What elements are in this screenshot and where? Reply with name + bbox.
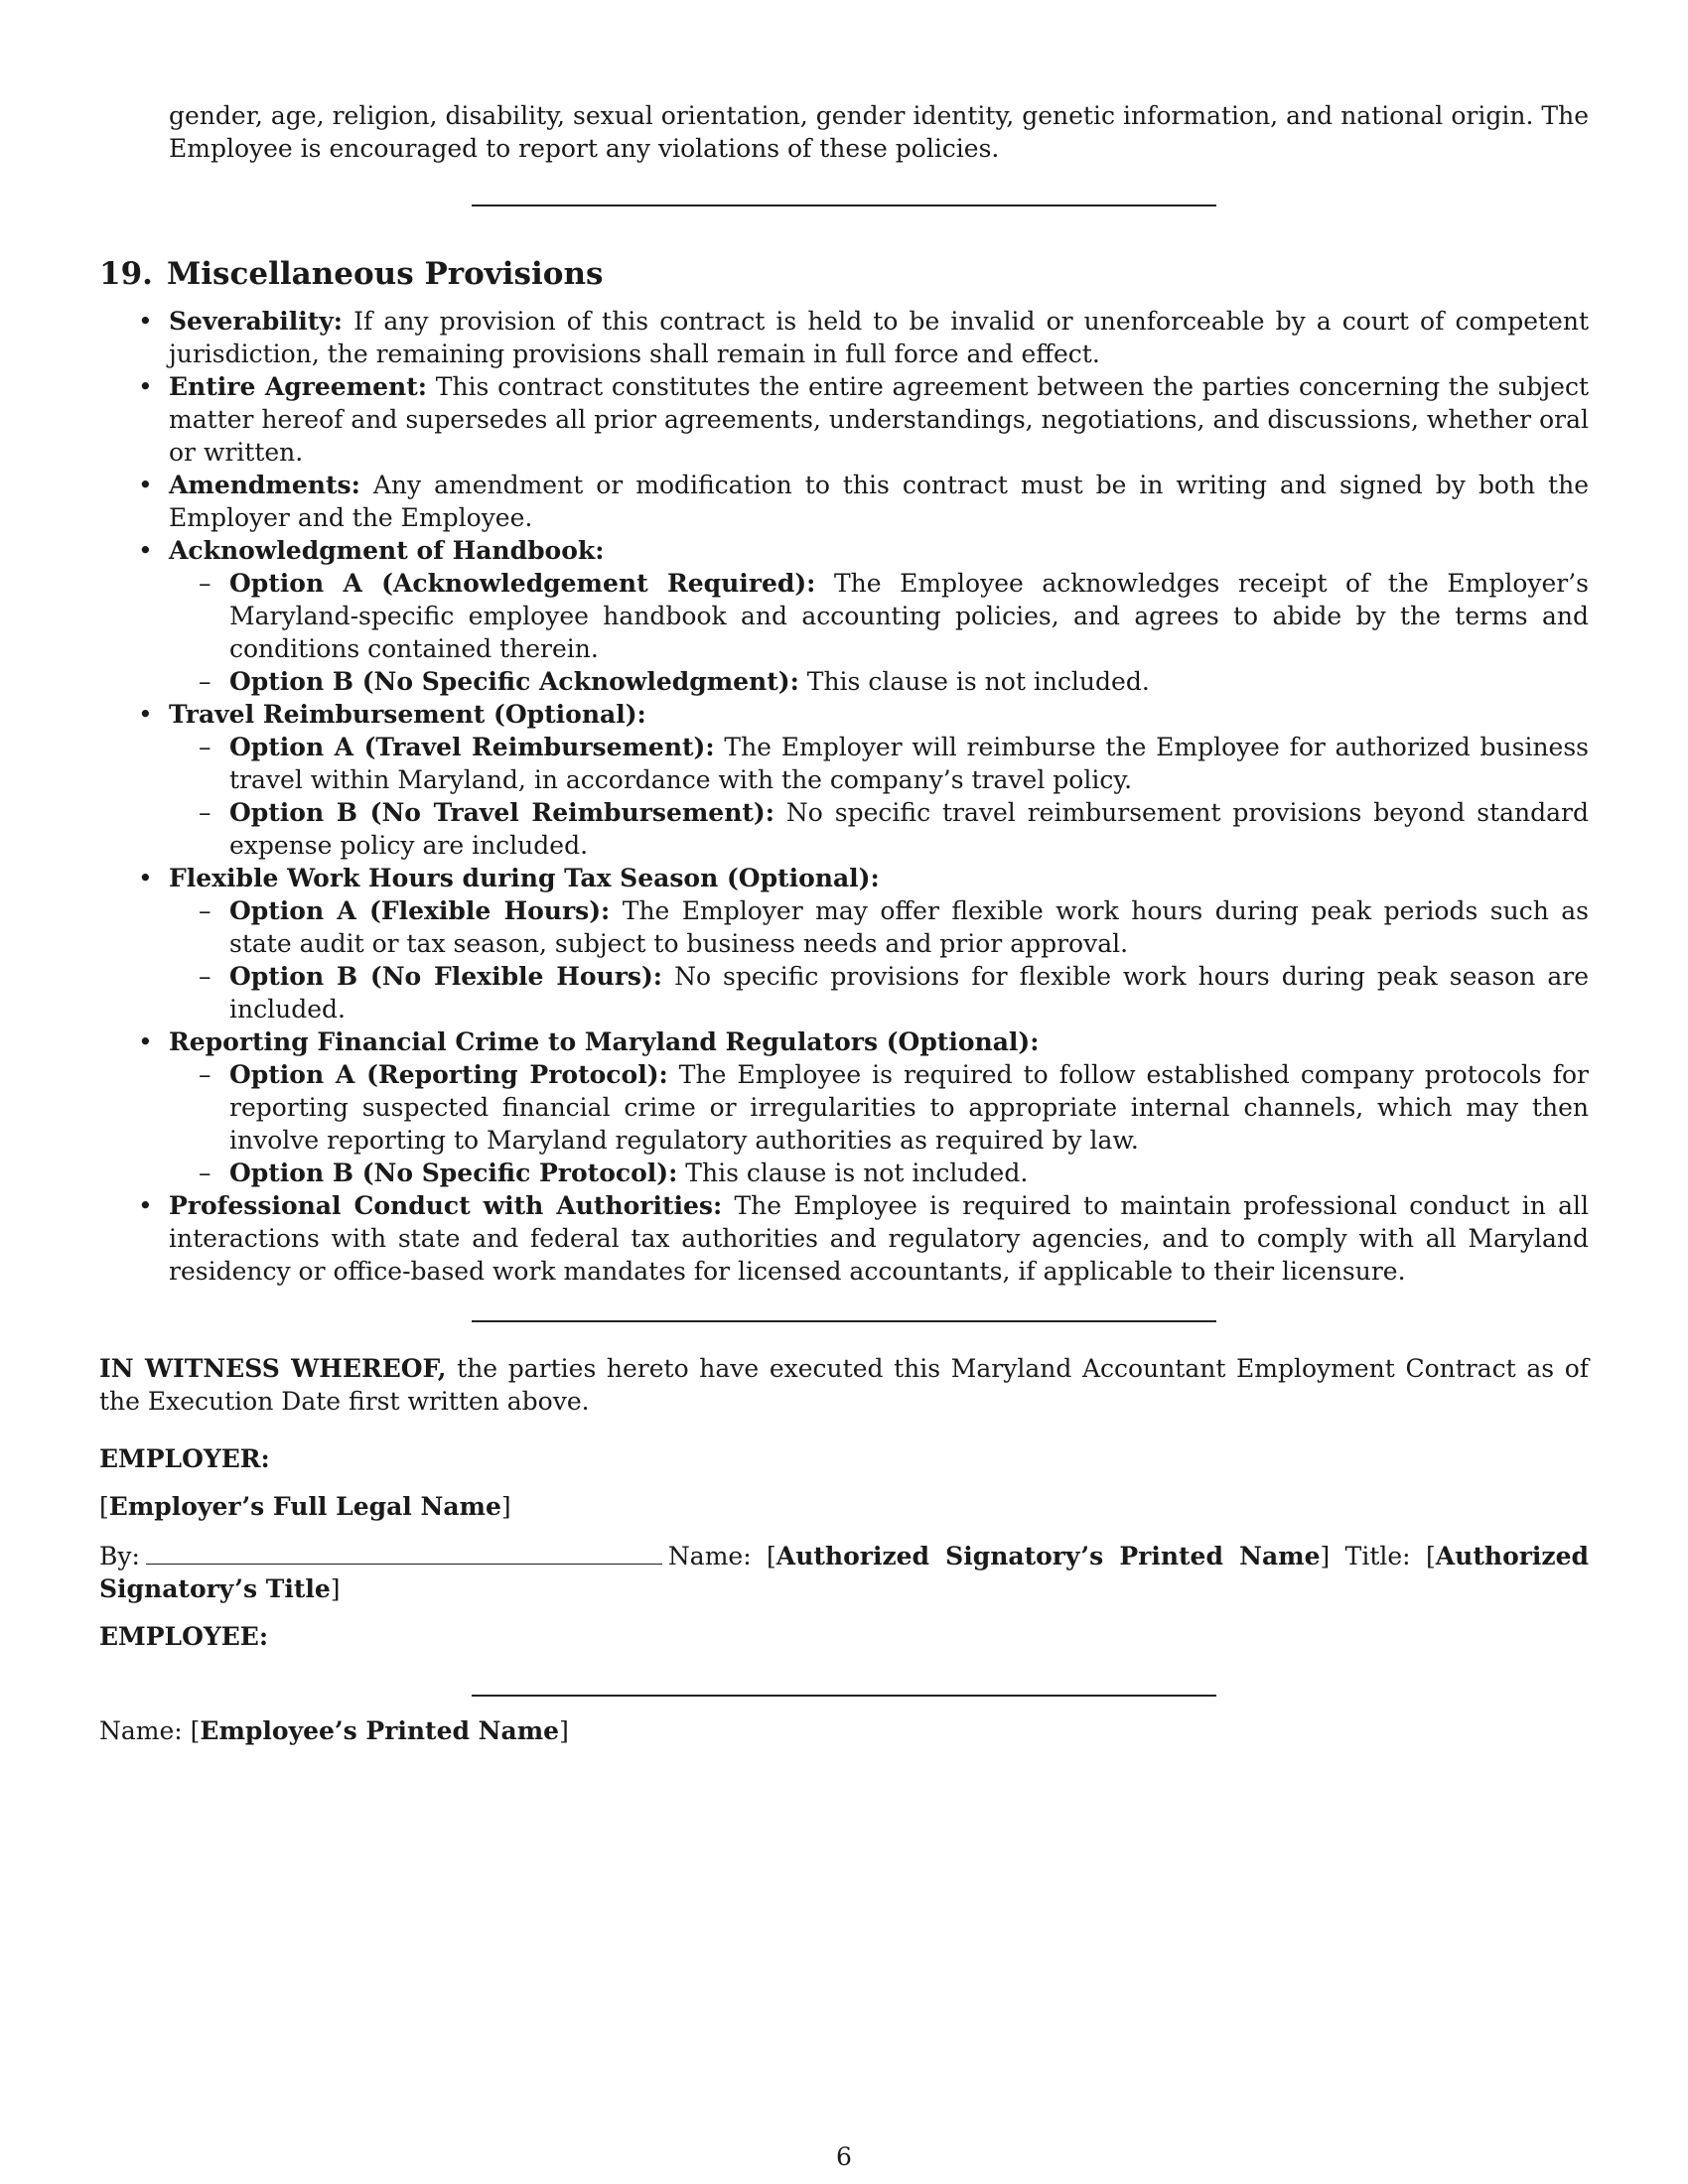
section-divider	[472, 1320, 1216, 1322]
option-text: This clause is not included.	[685, 1159, 1029, 1187]
travel-option-a	[169, 731, 1589, 796]
signatory-name: Authorized Signatory’s Printed Name	[775, 1542, 1321, 1570]
handbook-option-a	[169, 567, 1589, 665]
flexible-label: Flexible Work Hours during Tax Season (Optional):	[169, 864, 880, 892]
section-heading	[99, 254, 1589, 294]
option-text: The Employer will reimburse the Employee for authorized business travel within Maryland, in accordance with the company’s travel policy.	[229, 733, 1590, 794]
employer-name: Employer’s Full Legal Name	[108, 1492, 501, 1521]
signatory-title: Authorized Signatory’s Title	[99, 1542, 1589, 1603]
section-number: 19.	[99, 256, 153, 292]
option-label: Option A (Acknowledgement Required):	[229, 569, 816, 598]
option-text: No specific provisions for flexible work hours during peak season are included.	[229, 962, 1590, 1024]
list-item-handbook	[99, 534, 1589, 698]
list-item-flexible-hours	[99, 862, 1589, 1025]
name-label: Name:	[667, 1542, 752, 1570]
travel-option-b	[169, 796, 1589, 862]
handbook-option-b	[169, 665, 1589, 698]
travel-options	[169, 731, 1589, 862]
severability-label: Severability:	[169, 307, 344, 336]
entire-agreement-label: Entire Agreement:	[169, 372, 428, 401]
amendments-text: Any amendment or modification to this contract must be in writing and signed by both the Employer and the Employee.	[169, 471, 1589, 532]
employer-signature-field[interactable]	[146, 1538, 662, 1565]
option-label: Option B (No Specific Protocol):	[229, 1159, 678, 1187]
employer-signature-line: By: Name: [Authorized Signatory’s Printed Name] Title: [Authorized Signatory’s Title]	[99, 1538, 1589, 1605]
option-text: The Employee acknowledges receipt of the Employer’s Maryland-specific employee handbook and accounting policies, and agrees to abide by the terms and conditions contained therein.	[229, 569, 1590, 663]
list-item-amendments	[99, 469, 1589, 534]
conduct-label: Professional Conduct with Authorities:	[169, 1191, 723, 1220]
list-item-conduct	[99, 1189, 1589, 1288]
witness-lead: IN WITNESS WHEREOF,	[99, 1354, 447, 1383]
employee-name-line: Name: [Employee’s Printed Name]	[99, 1716, 569, 1745]
reporting-options	[169, 1058, 1589, 1189]
option-label: Option B (No Travel Reimbursement):	[229, 798, 774, 827]
option-text: This clause is not included.	[806, 667, 1150, 696]
list-item-travel	[99, 698, 1589, 862]
provisions-list	[99, 305, 1589, 1288]
reporting-label: Reporting Financial Crime to Maryland Regulators (Optional):	[169, 1027, 1040, 1056]
amendments-label: Amendments:	[169, 471, 360, 499]
employer-heading: EMPLOYER:	[99, 1444, 270, 1473]
employee-signature-field[interactable]	[472, 1695, 1216, 1697]
travel-label: Travel Reimbursement (Optional):	[169, 700, 646, 729]
option-text: No specific travel reimbursement provisions beyond standard expense policy are included.	[229, 798, 1589, 860]
by-label: By:	[99, 1542, 140, 1570]
flexible-options	[169, 894, 1589, 1025]
handbook-label: Acknowledgment of Handbook:	[169, 536, 605, 565]
list-item-severability	[99, 305, 1589, 370]
list-item-entire-agreement	[99, 370, 1589, 469]
title-label: Title:	[1344, 1542, 1411, 1570]
employee-heading: EMPLOYEE:	[99, 1622, 269, 1651]
reporting-option-a	[169, 1058, 1589, 1157]
flexible-option-a	[169, 894, 1589, 960]
option-label: Option B (No Specific Acknowledgment):	[229, 667, 799, 696]
option-label: Option B (No Flexible Hours):	[229, 962, 663, 991]
witness-paragraph	[99, 1352, 1589, 1418]
employer-name-line: [Employer’s Full Legal Name]	[99, 1492, 511, 1521]
employee-name-label: Name:	[99, 1716, 183, 1745]
severability-text: If any provision of this contract is held to be invalid or unenforceable by a court of competent jurisdiction, the remaining provisions shall remain in full force and effect.	[169, 307, 1589, 368]
document-page	[99, 99, 1589, 1747]
option-label: Option A (Reporting Protocol):	[229, 1060, 668, 1089]
handbook-options	[169, 567, 1589, 698]
page-number: 6	[836, 2142, 852, 2171]
conduct-text: The Employee is required to maintain professional conduct in all interactions with state and federal tax authorities and regulatory agencies, and to comply with all Maryland residency or office-based work mandates for licensed accountants, if applicable to their licensure.	[169, 1191, 1589, 1286]
entire-agreement-text: This contract constitutes the entire agreement between the parties concerning the subject matter hereof and supersedes all prior agreements, understandings, negotiations, and discussions, whether oral or written.	[169, 372, 1589, 467]
list-item-reporting	[99, 1025, 1589, 1189]
section-divider	[472, 205, 1216, 206]
reporting-option-b	[169, 1157, 1589, 1189]
option-text: The Employee is required to follow established company protocols for reporting suspected financial crime or irregularities to appropriate internal channels, which may then involve reporting to Maryland regulatory authorities as required by law.	[229, 1060, 1589, 1155]
option-label: Option A (Travel Reimbursement):	[229, 733, 715, 761]
section-title: Miscellaneous Provisions	[166, 256, 604, 292]
intro-paragraph: gender, age, religion, disability, sexual orientation, gender identity, genetic information, and national origin. The Employee is encouraged to report any violations of these policies.	[169, 101, 1589, 163]
option-label: Option A (Flexible Hours):	[229, 896, 611, 925]
employee-name: Employee’s Printed Name	[200, 1716, 560, 1745]
flexible-option-b	[169, 960, 1589, 1025]
option-text: The Employer may offer flexible work hours during peak periods such as state audit or tax season, subject to business needs and prior approval.	[229, 896, 1590, 958]
witness-text: the parties hereto have executed this Maryland Accountant Employment Contract as of the Execution Date first written above.	[99, 1354, 1590, 1416]
